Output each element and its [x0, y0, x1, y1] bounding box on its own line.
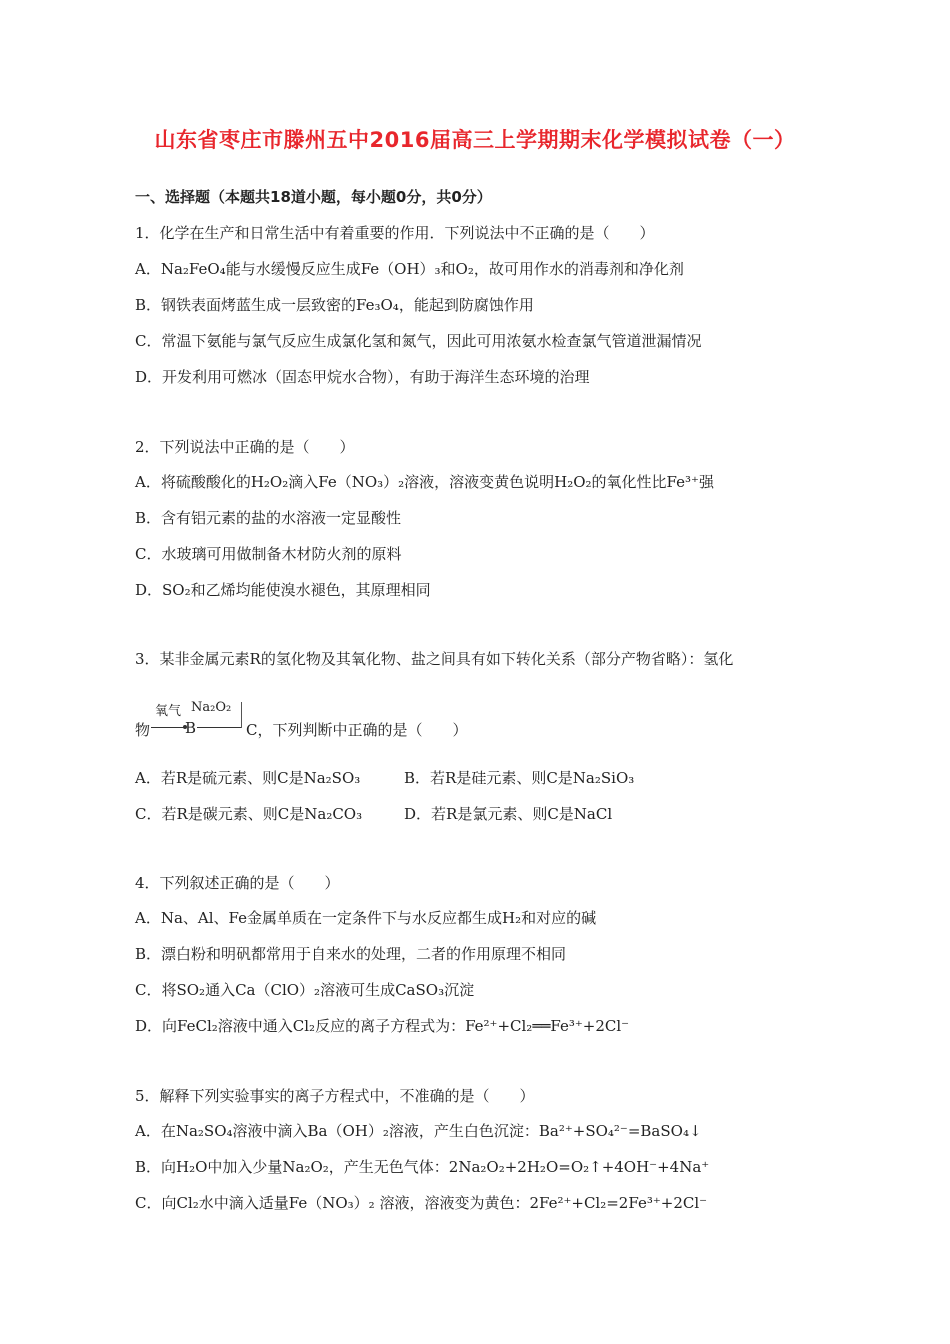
q3-stem: 3．某非金属元素R的氢化物及其氧化物、盐之间具有如下转化关系（部分产物省略）：氢化	[135, 650, 734, 668]
q3-option-a: A．若R是硫元素、则C是Na₂SO₃	[135, 769, 361, 787]
q5-stem: 5．解释下列实验事实的离子方程式中，不准确的是（ ）	[135, 1087, 535, 1105]
q4-option-b: B．漂白粉和明矾都常用于自来水的处理，二者的作用原理不相同	[135, 945, 567, 963]
q2-option-d: D．SO₂和乙烯均能使溴水褪色，其原理相同	[135, 581, 431, 599]
node-b: B	[185, 719, 197, 737]
q4-option-c: C．将SO₂通入Ca（ClO）₂溶液可生成CaSO₃沉淀	[135, 981, 475, 999]
q3-stem-continued: C，下列判断中正确的是（ ）	[246, 721, 468, 739]
q5-option-a: A．在Na₂SO₄溶液中滴入Ba（OH）₂溶液，产生白色沉淀：Ba²⁺+SO₄²⁻=BaSO₄↓	[135, 1122, 702, 1140]
arrow-label-oxygen: 氧气	[155, 704, 182, 719]
reaction-arrow-diagram	[135, 700, 255, 740]
q3-option-d: D．若R是氯元素、则C是NaCl	[404, 805, 613, 823]
q2-stem: 2．下列说法中正确的是（ ）	[135, 438, 355, 456]
arrow-end-bar	[241, 702, 242, 728]
q3-option-c: C．若R是碳元素、则C是Na₂CO₃	[135, 805, 363, 823]
q2-option-a: A．将硫酸酸化的H₂O₂滴入Fe（NO₃）₂溶液，溶液变黄色说明H₂O₂的氧化性比Fe³⁺强	[135, 473, 714, 491]
hydride-label-end: 物	[135, 721, 151, 739]
q1-option-a: A．Na₂FeO₄能与水缓慢反应生成Fe（OH）₃和O₂，故可用作水的消毒剂和净化剂	[135, 260, 684, 278]
q2-option-b: B．含有铝元素的盐的水溶液一定显酸性	[135, 509, 402, 527]
section-heading: 一、选择题（本题共18道小题，每小题0分，共0分）	[135, 188, 492, 206]
arrow-label-na2o2: Na₂O₂	[191, 700, 232, 715]
q4-option-a: A．Na、Al、Fe金属单质在一定条件下与水反应都生成H₂和对应的碱	[135, 909, 597, 927]
q5-option-c: C．向Cl₂水中滴入适量Fe（NO₃）₂ 溶液，溶液变为黄色：2Fe²⁺+Cl₂=2Fe³⁺+2Cl⁻	[135, 1194, 708, 1212]
q4-stem: 4．下列叙述正确的是（ ）	[135, 874, 340, 892]
q4-option-d: D．向FeCl₂溶液中通入Cl₂反应的离子方程式为：Fe²⁺+Cl₂══Fe³⁺+2Cl⁻	[135, 1017, 630, 1035]
q1-option-b: B．钢铁表面烤蓝生成一层致密的Fe₃O₄，能起到防腐蚀作用	[135, 296, 534, 314]
document-title: 山东省枣庄市滕州五中2016届高三上学期期末化学模拟试卷（一）	[154, 128, 796, 152]
q1-option-c: C．常温下氨能与氯气反应生成氯化氢和氮气，因此可用浓氨水检查氯气管道泄漏情况	[135, 332, 702, 350]
arrow-line-1	[151, 727, 185, 728]
q5-option-b: B．向H₂O中加入少量Na₂O₂，产生无色气体：2Na₂O₂+2H₂O=O₂↑+4OH⁻+4Na⁺	[135, 1158, 710, 1176]
q1-stem: 1．化学在生产和日常生活中有着重要的作用．下列说法中不正确的是（ ）	[135, 224, 655, 242]
q2-option-c: C．水玻璃可用做制备木材防火剂的原料	[135, 545, 402, 563]
q3-option-b: B．若R是硅元素、则C是Na₂SiO₃	[404, 769, 635, 787]
q1-option-d: D．开发利用可燃冰（固态甲烷水合物），有助于海洋生态环境的治理	[135, 368, 590, 386]
arrow-line-2	[197, 727, 241, 728]
